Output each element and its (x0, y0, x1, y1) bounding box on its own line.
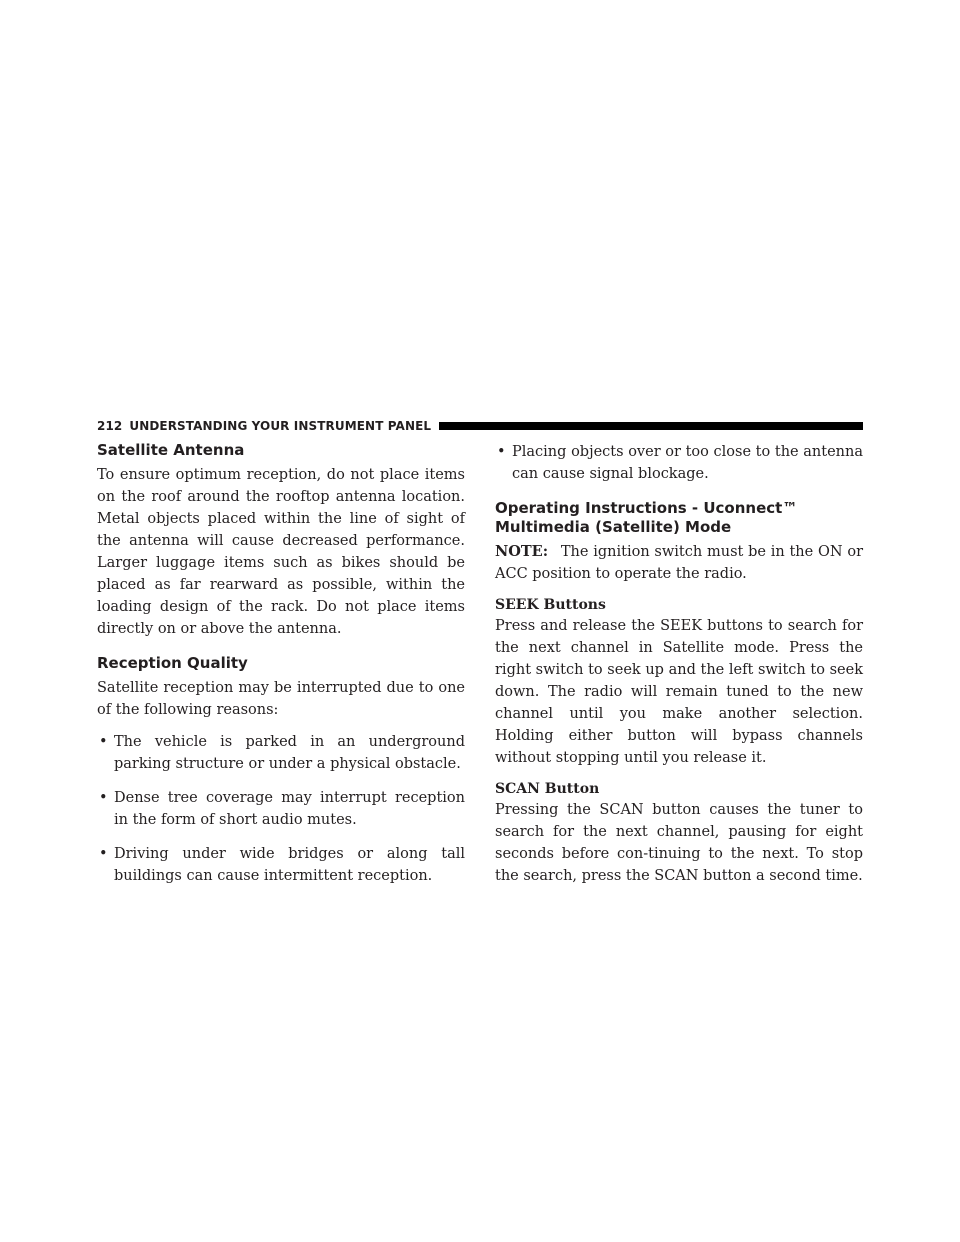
paragraph-reception-intro: Satellite reception may be interrupted due to one of the following reasons: (97, 680, 465, 718)
paragraph-satellite-antenna: To ensure optimum reception, do not place items on the roof around the rooftop antenna location. Metal objects placed within the line of sight of the antenna will cause decreased performance. Larger luggage items such as bikes should be placed as far rearward as possible, within the loading design of the rack. Do not place items directly on or above the antenna. (97, 467, 465, 637)
bullet-icon: • (99, 846, 108, 862)
note-paragraph (495, 541, 863, 585)
paragraph-scan-button: Pressing the SCAN button causes the tuner to search for the next channel, pausing for eight seconds before con-tinuing to the next. To stop the search, press the SCAN button a second time. (495, 802, 863, 884)
list-item (97, 787, 465, 831)
list-item-text: Placing objects over or too close to the antenna can cause signal blockage. (512, 444, 863, 482)
header-rule (439, 422, 863, 430)
bullet-icon: • (99, 790, 108, 806)
list-item-text: Driving under wide bridges or along tall buildings can cause intermittent reception. (114, 846, 465, 884)
list-item-text: Dense tree coverage may interrupt reception in the form of short audio mutes. (114, 790, 465, 828)
note-text: The ignition switch must be in the ON or ACC position to operate the radio. (495, 544, 863, 582)
page-header (97, 418, 863, 434)
heading-reception-quality: Reception Quality (97, 654, 248, 672)
list-item (97, 731, 465, 775)
heading-scan-button: SCAN Button (495, 781, 600, 797)
right-column (495, 441, 863, 897)
heading-seek-buttons: SEEK Buttons (495, 597, 606, 613)
reception-reasons-list (97, 731, 465, 887)
page-number: 212 (97, 419, 123, 433)
paragraph-seek-buttons: Press and release the SEEK buttons to search for the next channel in Satellite mode. Press the right switch to seek up and the left switch to seek down. The radio will remain tuned to the new channel until you make another selection. Holding either button will bypass channels without stopping until you release it. (495, 618, 863, 766)
antenna-blockage-list (495, 441, 863, 485)
heading-satellite-antenna: Satellite Antenna (97, 441, 245, 459)
running-title: UNDERSTANDING YOUR INSTRUMENT PANEL (129, 419, 432, 433)
heading-operating-instructions: Operating Instructions - Uconnect™ Multimedia (Satellite) Mode (495, 499, 798, 536)
left-column (97, 441, 465, 899)
list-item (97, 843, 465, 887)
list-item (495, 441, 863, 485)
note-label: NOTE: (495, 543, 549, 560)
bullet-icon: • (99, 734, 108, 750)
bullet-icon: • (497, 444, 506, 460)
list-item-text: The vehicle is parked in an underground parking structure or under a physical obstacle. (114, 734, 465, 772)
